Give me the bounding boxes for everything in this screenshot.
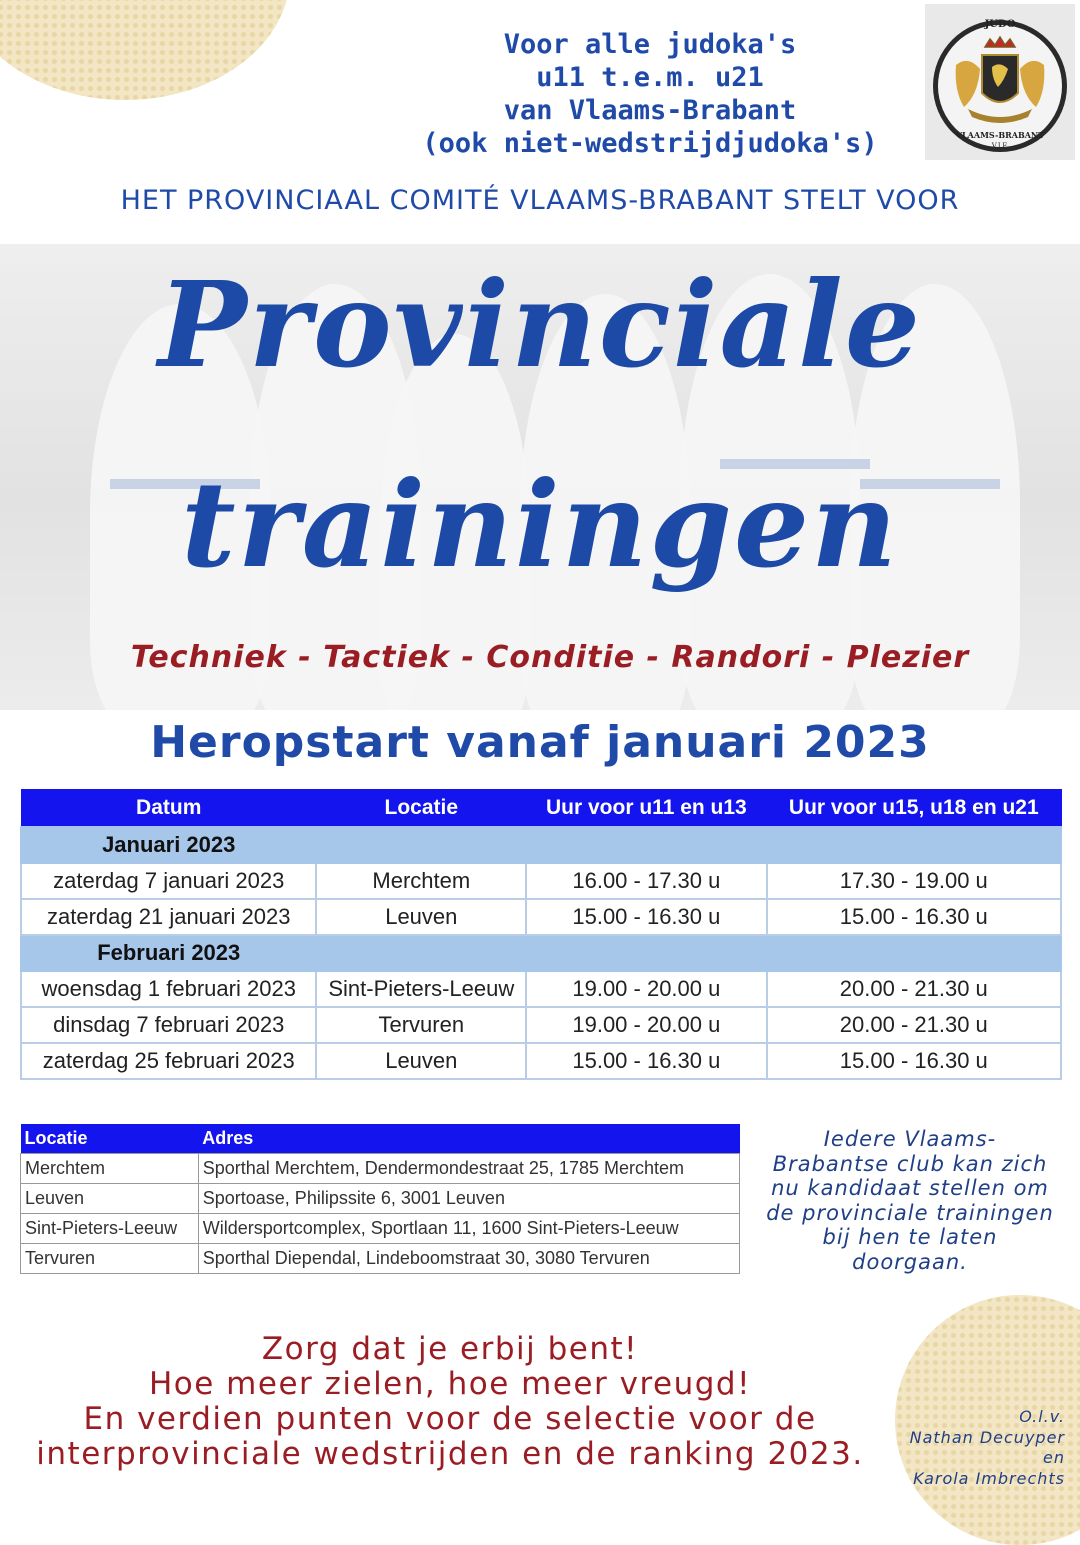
time-u11-cell: 19.00 - 20.00 u bbox=[526, 1007, 766, 1043]
table-row bbox=[21, 1043, 1061, 1079]
date-cell: zaterdag 7 januari 2023 bbox=[21, 863, 316, 899]
time-u11-cell: 16.00 - 17.30 u bbox=[526, 863, 766, 899]
location-address: Sportoase, Philipssite 6, 3001 Leuven bbox=[198, 1184, 739, 1214]
coat-of-arms-icon bbox=[938, 25, 1062, 147]
organizers bbox=[890, 1407, 1065, 1489]
logo-top-text: JUDO bbox=[984, 19, 1016, 30]
intro-line: van Vlaams-Brabant bbox=[503, 95, 797, 126]
time-u15-cell: 15.00 - 16.30 u bbox=[767, 899, 1061, 935]
location-name: Leuven bbox=[21, 1184, 199, 1214]
organizer-line: Karola Imbrechts bbox=[913, 1468, 1065, 1488]
organizer-line: Nathan Decuyper bbox=[909, 1427, 1065, 1447]
note-line: nu kandidaat stellen om bbox=[771, 1176, 1049, 1200]
location-name: Tervuren bbox=[21, 1244, 199, 1274]
note-line: de provinciale trainingen bbox=[766, 1200, 1054, 1225]
time-u15-cell: 20.00 - 21.30 u bbox=[767, 971, 1061, 1007]
closing-line: En verdien punten voor de selectie voor de bbox=[83, 1401, 817, 1437]
closing-line: Hoe meer zielen, hoe meer vreugd! bbox=[148, 1366, 752, 1402]
table-row bbox=[21, 1007, 1061, 1043]
table-header-row bbox=[21, 790, 1061, 828]
location-cell: Leuven bbox=[316, 899, 526, 935]
column-header: Uur voor u15, u18 en u21 bbox=[767, 790, 1061, 828]
logo-bottom-text: VLAAMS-BRABANT bbox=[955, 130, 1045, 140]
club-candidacy-note bbox=[755, 1127, 1065, 1274]
date-cell: woensdag 1 februari 2023 bbox=[21, 971, 316, 1007]
tagline: Techniek - Tactiek - Conditie - Randori - Plezier bbox=[130, 640, 970, 675]
date-cell: zaterdag 21 januari 2023 bbox=[21, 899, 316, 935]
time-u11-cell: 15.00 - 16.30 u bbox=[526, 899, 766, 935]
table-row bbox=[21, 899, 1061, 935]
note-line: bij hen te laten bbox=[822, 1225, 998, 1249]
table-row bbox=[21, 1184, 740, 1214]
column-header: Locatie bbox=[21, 1124, 199, 1154]
table-header-row bbox=[21, 1124, 740, 1154]
date-cell: dinsdag 7 februari 2023 bbox=[21, 1007, 316, 1043]
organizer-line: en bbox=[1043, 1448, 1065, 1467]
column-header: Adres bbox=[198, 1124, 739, 1154]
table-row bbox=[21, 1214, 740, 1244]
intro-line: Voor alle judoka's bbox=[503, 29, 797, 60]
location-address: Sporthal Diependal, Lindeboomstraat 30, 3080 Tervuren bbox=[198, 1244, 739, 1274]
table-row bbox=[21, 971, 1061, 1007]
title-line-2: trainingen bbox=[181, 455, 899, 594]
column-header: Locatie bbox=[316, 790, 526, 828]
restart-heading: Heropstart vanaf januari 2023 bbox=[150, 717, 930, 768]
closing-line: Zorg dat je erbij bent! bbox=[261, 1331, 639, 1367]
month-label: Februari 2023 bbox=[21, 935, 316, 971]
location-cell: Merchtem bbox=[316, 863, 526, 899]
judo-vlaams-brabant-logo bbox=[925, 4, 1075, 160]
title-line-1: Provinciale bbox=[158, 255, 922, 394]
note-line: Iedere Vlaams- bbox=[823, 1127, 997, 1151]
closing-line: interprovinciale wedstrijden en de ranking 2023. bbox=[36, 1436, 864, 1472]
time-u15-cell: 17.30 - 19.00 u bbox=[767, 863, 1061, 899]
location-cell: Tervuren bbox=[316, 1007, 526, 1043]
logo-sub-text: V.J.F. bbox=[991, 142, 1009, 150]
locations-table bbox=[20, 1124, 740, 1274]
table-row bbox=[21, 863, 1061, 899]
location-name: Merchtem bbox=[21, 1154, 199, 1184]
location-address: Sporthal Merchtem, Dendermondestraat 25, 1785 Merchtem bbox=[198, 1154, 739, 1184]
table-row bbox=[21, 1244, 740, 1274]
intro-line: u11 t.e.m. u21 bbox=[536, 62, 764, 93]
time-u15-cell: 20.00 - 21.30 u bbox=[767, 1007, 1061, 1043]
column-header: Datum bbox=[21, 790, 316, 828]
location-cell: Sint-Pieters-Leeuw bbox=[316, 971, 526, 1007]
decor-circle-top-left bbox=[0, 0, 290, 100]
time-u11-cell: 15.00 - 16.30 u bbox=[526, 1043, 766, 1079]
note-line: Brabantse club kan zich bbox=[772, 1151, 1048, 1176]
closing-message bbox=[0, 1332, 900, 1472]
location-name: Sint-Pieters-Leeuw bbox=[21, 1214, 199, 1244]
note-line: doorgaan. bbox=[852, 1249, 968, 1274]
audience-intro bbox=[380, 28, 920, 160]
intro-line: (ook niet-wedstrijdjudoka's) bbox=[422, 128, 878, 159]
table-row bbox=[21, 1154, 740, 1184]
month-label: Januari 2023 bbox=[21, 827, 316, 863]
date-cell: zaterdag 25 februari 2023 bbox=[21, 1043, 316, 1079]
month-row bbox=[21, 827, 1061, 863]
time-u15-cell: 15.00 - 16.30 u bbox=[767, 1043, 1061, 1079]
location-address: Wildersportcomplex, Sportlaan 11, 1600 Sint-Pieters-Leeuw bbox=[198, 1214, 739, 1244]
time-u11-cell: 19.00 - 20.00 u bbox=[526, 971, 766, 1007]
location-cell: Leuven bbox=[316, 1043, 526, 1079]
subheading: HET PROVINCIAAL COMITÉ VLAAMS-BRABANT STELT VOOR bbox=[120, 185, 960, 216]
organizer-line: O.l.v. bbox=[1019, 1407, 1065, 1426]
month-row bbox=[21, 935, 1061, 971]
schedule-table bbox=[20, 789, 1062, 1080]
column-header: Uur voor u11 en u13 bbox=[526, 790, 766, 828]
